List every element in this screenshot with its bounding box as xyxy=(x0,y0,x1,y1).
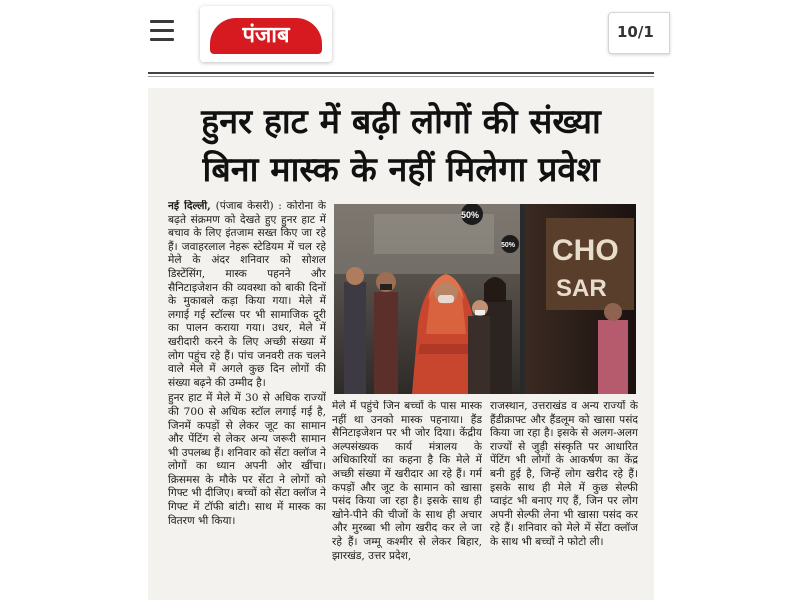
article-column-2 xyxy=(332,400,482,600)
shop-sign-text: SAR xyxy=(556,275,607,302)
column-2-text: मेले में पहुंचे जिन बच्चों के पास मास्क नहीं था उनको मास्क पहनाया। हैंड सैनिटाइजेशन पर भी जोर दिया। केंद्रीय अल्पसंख्यक कार्य मंत्रालय के अधिकारियों का कहना है कि मेले में अच्छी संख्या में खरीदार आ रहे हैं। गर्म कपड़ों और जूट के सामान को खासा पसंद किया जा रहा है। इसके साथ ही खोने-पीने की चीजों के साथ ही अचार और मुरब्बा भी लोग खरीद कर ले जा रहे हैं। जम्मू कश्मीर से लेकर बिहार, झारखंड, उत्तर प्रदेश, xyxy=(332,400,482,562)
sale-badge: 50% xyxy=(461,210,480,220)
divider xyxy=(148,72,654,74)
article-column-1 xyxy=(168,200,326,600)
paragraph-1-text: (पंजाब केसरी) : कोरोना के बढ़ते संक्रमण को देखते हुए हुनर हाट में बचाव के लिए इंतजाम सख्त किए जा रहे हैं। जवाहरलाल नेहरू स्टेडियम में चल रहे मेले के अंदर शनिवार को सोशल डिस्टेंसिंग, मास्क पहनने और सैनिटाइजेशन की व्यवस्था को बाकी दिनों के मुकाबले कड़ा किया गया। मेले में लगाई गई स्टॉल्स पर भी सामाजिक दूरी का पालन कराया गया। उधर, मेले में खरीदारी करने के लिए अच्छी संख्या में लोग पहुंच रहे हैं। पांच जनवरी तक चलने वाले मेले में अगले कुछ दिन लोगों की संख्या बढ़ने की उम्मीद है। xyxy=(168,200,326,389)
sale-badge: 50% xyxy=(501,242,516,249)
headline-line-2: बिना मास्क के नहीं मिलेगा प्रवेश xyxy=(202,150,600,190)
paragraph-2: हुनर हाट में मेले में 30 से अधिक राज्यों की 700 से अधिक स्टॉल लगाई गई है, जिनमें कपड़ों से लेकर जूट का सामान और पेंटिंग से लेकर अन्य जरूरी सामान भी उपलब्ध हैं। शनिवार को सेंटा क्लॉज ने लोगों का ध्यान अपनी ओर खींचा। क्रिसमस के मौके पर सेंटा ने लोगों को गिफ्ट भी दीजिए। बच्चों को सेंटा क्लॉज ने गिफ्ट में टॉफी बांटी। साथ में मास्क का वितरण भी किया। xyxy=(168,392,326,527)
dateline: नई दिल्ली, xyxy=(168,200,211,212)
column-3-text: राजस्थान, उत्तराखंड व अन्य राज्यों के हैंडीक्राफ्ट और हैंडलूम को खासा पसंद किया जा रहा है। इसके से अलग-अलग राज्यों से जुड़ी संस्कृति पर आधारित पेंटिंग भी लोगों के आकर्षण का केंद्र बनी हुई है, जिन्हें लोग खरीद रहे हैं। इसके साथ ही मेले में कुछ सेल्फी प्वाइंट भी बनाए गए हैं, जिन पर लोग अपनी सेल्फी लेना भी खासा पसंद कर रहे हैं। शनिवार को मेले में सेंटा क्लॉज के साथ भी बच्चों ने फोटो ली। xyxy=(490,400,638,548)
top-app-bar xyxy=(0,0,800,72)
paragraph-1 xyxy=(168,200,326,390)
headline-line-1: हुनर हाट में बढ़ी लोगों की संख्या xyxy=(201,102,601,142)
divider xyxy=(148,76,654,77)
logo-text: पंजाब xyxy=(242,22,290,48)
article-column-3 xyxy=(490,400,638,600)
punjab-kesari-logo[interactable] xyxy=(200,6,332,62)
page-indicator-text: 10/1 xyxy=(617,23,654,41)
hamburger-menu-icon[interactable] xyxy=(150,20,180,44)
shop-sign-text: CHO xyxy=(552,234,619,267)
page-indicator[interactable] xyxy=(608,12,670,54)
newspaper-clipping xyxy=(148,88,654,600)
market-photo xyxy=(334,204,636,394)
market-photo-illustration xyxy=(334,204,636,394)
logo-badge xyxy=(210,18,322,54)
